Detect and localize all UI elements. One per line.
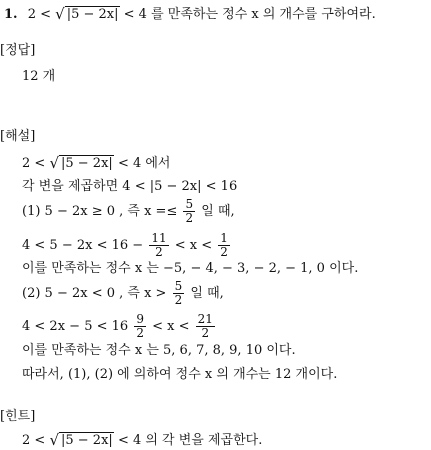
question-text-pre: 2 < — [27, 7, 52, 22]
solution-l1-radicand: |5 − 2x| — [61, 156, 113, 171]
fraction-numerator: 21 — [197, 312, 213, 326]
fraction-denominator: 2 — [201, 326, 210, 341]
solution-label: [해설] — [0, 129, 36, 144]
fraction — [218, 232, 230, 259]
question-text-post: < 4 를 만족하는 정수 x 의 개수를 구하여라. — [123, 7, 376, 22]
question-radicand: |5 − 2x| — [66, 7, 119, 22]
fraction — [134, 313, 146, 340]
fraction-denominator: 2 — [136, 326, 144, 341]
fraction-denominator: 2 — [174, 293, 183, 308]
fraction-denominator: 2 — [185, 211, 194, 226]
solution-l4-mid: < x < — [174, 238, 213, 254]
fraction-numerator: 9 — [136, 312, 144, 326]
solution-line-2: 각 변을 제곱하면 4 < |5 − 2x| < 16 — [22, 179, 238, 194]
solution-l6-post: 일 때, — [190, 286, 224, 302]
fraction — [149, 232, 168, 259]
answer-label: [정답] — [0, 43, 36, 58]
solution-l6-pre: (2) 5 − 2x < 0 , 즉 x > — [22, 286, 167, 302]
solution-l3-post: 일 때, — [201, 204, 235, 220]
question-number: 1. — [4, 7, 18, 22]
solution-l7-mid: < x < — [152, 319, 190, 335]
hint-text-post: < 4 의 각 변을 제곱한다. — [117, 433, 263, 448]
hint-line — [22, 432, 262, 448]
sqrt-sign: √ — [55, 5, 65, 23]
solution-line-3 — [22, 198, 235, 225]
question-line — [4, 6, 376, 22]
solution-line-5: 이를 만족하는 정수 x 는 −5, − 4, − 3, − 2, − 1, 0 이다. — [22, 261, 359, 276]
solution-line-8: 이를 만족하는 정수 x 는 5, 6, 7, 8, 9, 10 이다. — [22, 343, 296, 358]
solution-line-6 — [22, 280, 224, 307]
solution-line-9: 따라서, (1), (2) 에 의하여 정수 x 의 개수는 12 개이다. — [22, 367, 338, 382]
answer-value: 12 개 — [22, 69, 56, 84]
solution-l1-pre: 2 < — [22, 156, 46, 171]
fraction-denominator: 2 — [155, 245, 163, 260]
solution-l1-post: < 4 에서 — [117, 156, 171, 171]
sqrt-sign: √ — [49, 154, 59, 172]
solution-l4-pre: 4 < 5 − 2x < 16 − — [22, 238, 144, 254]
hint-label: [힌트] — [0, 409, 36, 424]
hint-radicand: |5 − 2x| — [61, 433, 113, 448]
fraction — [173, 280, 185, 307]
fraction-numerator: 11 — [151, 231, 167, 245]
fraction-numerator: 1 — [220, 231, 228, 245]
fraction-numerator: 5 — [174, 279, 183, 293]
hint-text-pre: 2 < — [22, 433, 46, 448]
fraction-denominator: 2 — [220, 245, 228, 260]
solution-line-1 — [22, 155, 170, 171]
solution-line-7 — [22, 313, 217, 340]
solution-line-4 — [22, 232, 232, 259]
solution-l3-pre: (1) 5 − 2x ≥ 0 , 즉 x =≤ — [22, 204, 178, 220]
fraction — [183, 198, 195, 225]
fraction — [196, 313, 215, 340]
fraction-numerator: 5 — [185, 197, 194, 211]
solution-l7-pre: 4 < 2x − 5 < 16 — [22, 319, 129, 335]
sqrt-sign: √ — [49, 431, 59, 449]
